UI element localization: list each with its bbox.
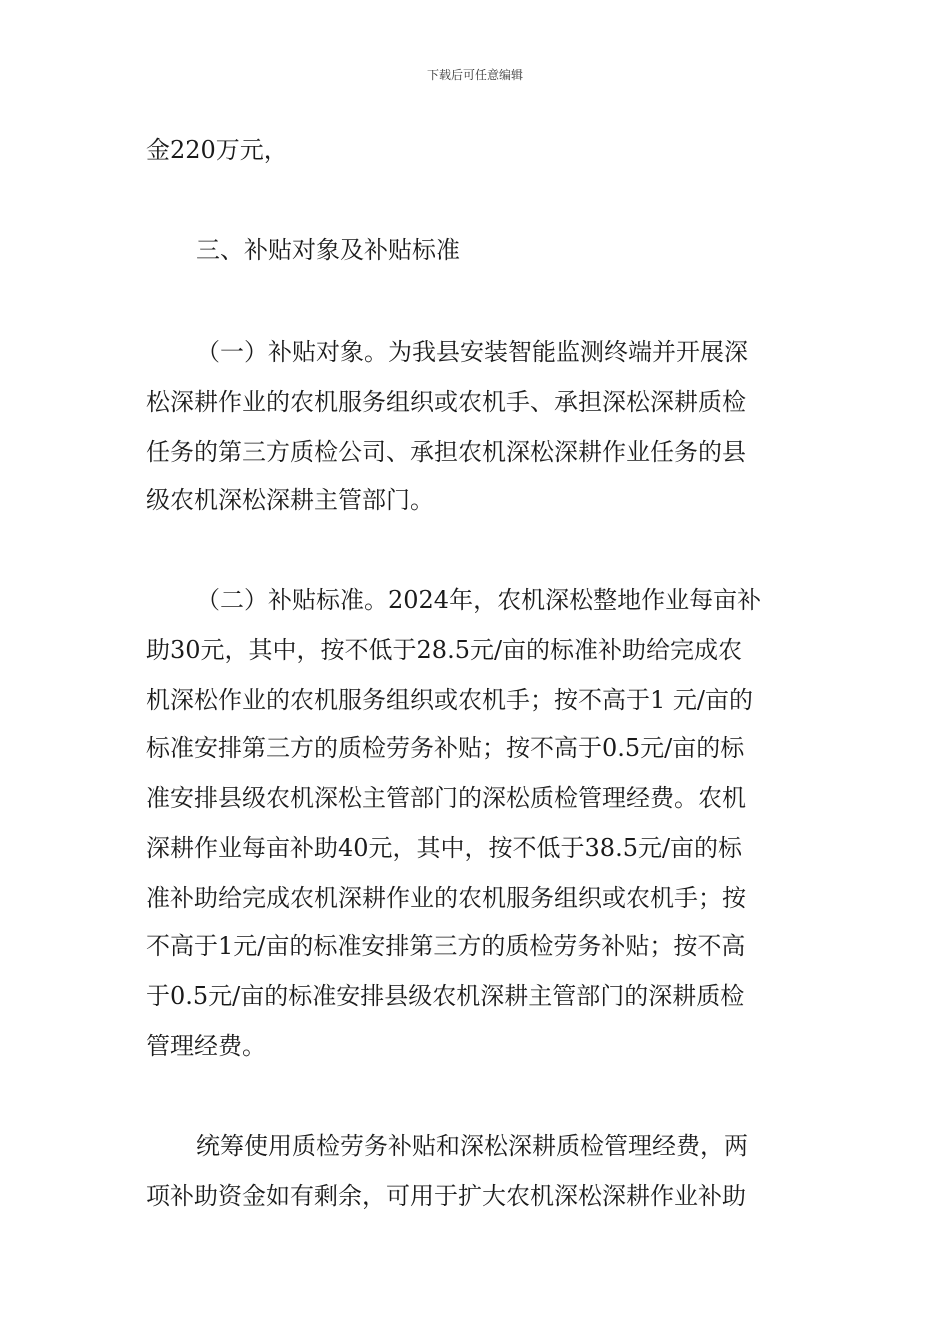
text-line: （一）补贴对象。为我县安装智能监测终端并开展深 — [196, 338, 748, 366]
text-line: 助30元，其中，按不低于28.5元/亩的标准补助给完成农 — [146, 636, 743, 664]
text-line: （二）补贴标准。2024年，农机深松整地作业每亩补 — [196, 586, 762, 614]
text-line: 级农机深松深耕主管部门。 — [146, 486, 434, 514]
text-line: 标准安排第三方的质检劳务补贴；按不高于0.5元/亩的标 — [146, 734, 745, 762]
text-line: 不高于1元/亩的标准安排第三方的质检劳务补贴；按不高 — [146, 932, 746, 960]
text-line: 任务的第三方质检公司、承担农机深松深耕作业任务的县 — [146, 438, 746, 466]
text-line: 统筹使用质检劳务补贴和深松深耕质检管理经费，两 — [196, 1132, 748, 1160]
text-line: 准安排县级农机深松主管部门的深松质检管理经费。农机 — [146, 784, 746, 812]
text-line: 项补助资金如有剩余，可用于扩大农机深松深耕作业补助 — [146, 1182, 746, 1210]
text-line: 机深松作业的农机服务组织或农机手；按不高于1 元/亩的 — [146, 686, 753, 714]
text-line: 深耕作业每亩补助40元，其中，按不低于38.5元/亩的标 — [146, 834, 743, 862]
text-line: 管理经费。 — [146, 1032, 266, 1060]
text-line: 准补助给完成农机深耕作业的农机服务组织或农机手；按 — [146, 884, 746, 912]
text-line: 于0.5元/亩的标准安排县级农机深耕主管部门的深耕质检 — [146, 982, 745, 1010]
text-line: 金220万元， — [146, 136, 288, 164]
text-line: 松深耕作业的农机服务组织或农机手、承担深松深耕质检 — [146, 388, 746, 416]
section-heading: 三、补贴对象及补贴标准 — [196, 236, 460, 264]
page-header: 下载后可任意编辑 — [426, 68, 523, 82]
